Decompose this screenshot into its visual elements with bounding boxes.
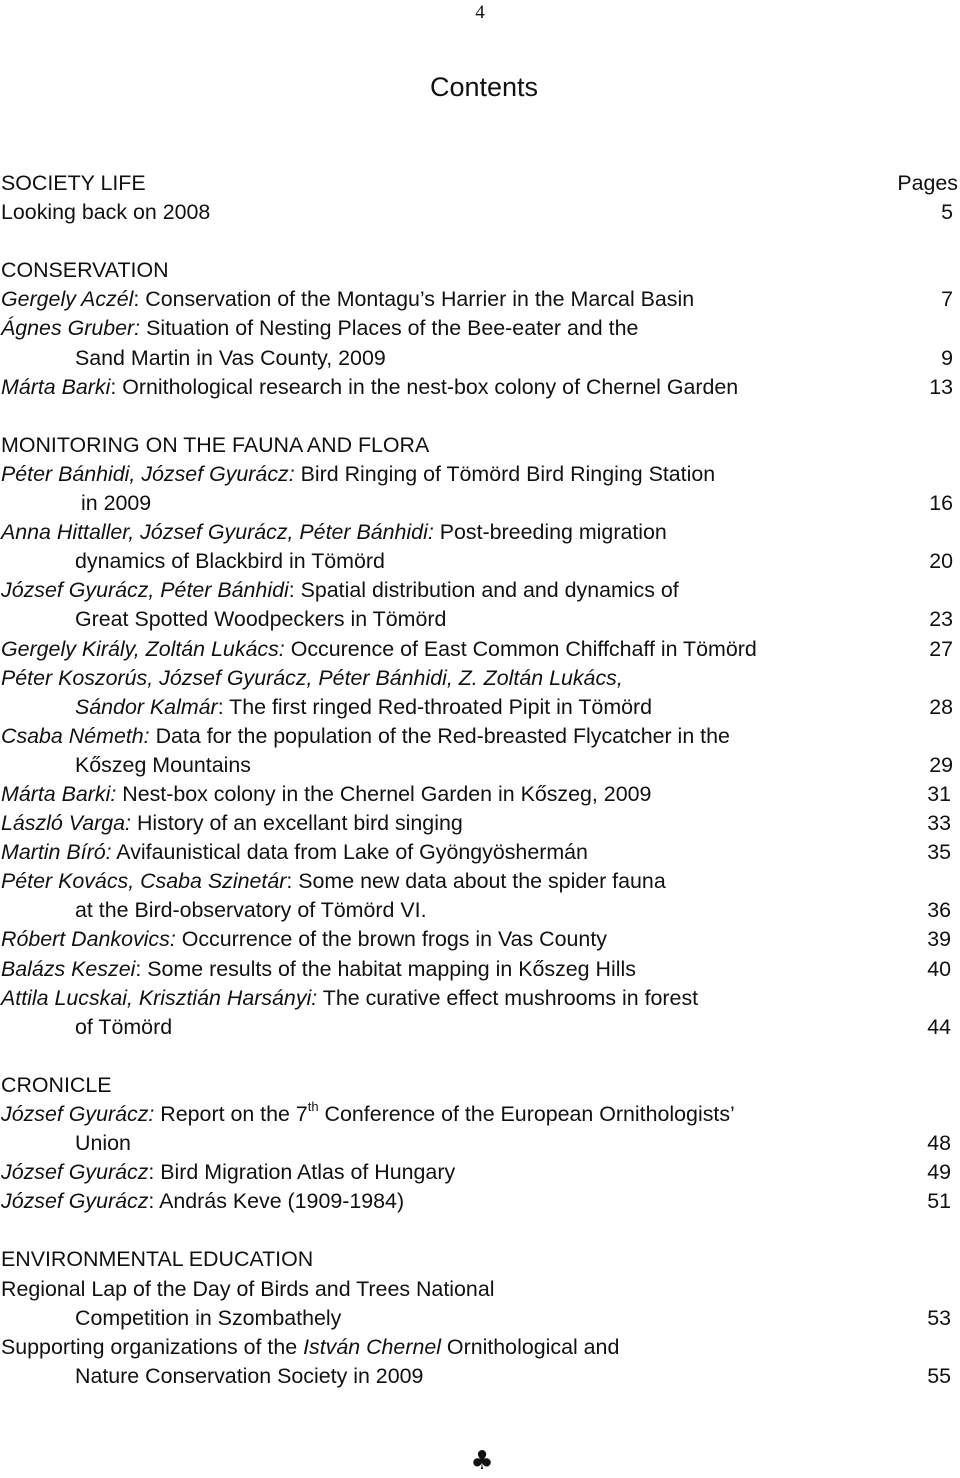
section-heading-conservation	[1, 256, 959, 285]
entry-title: Nest-box colony in the Chernel Garden in Kőszeg, 2009	[116, 781, 652, 806]
club-suit-ornament: ♣	[470, 1446, 494, 1476]
entry-author: Attila Lucskai, Krisztián Harsányi:	[1, 985, 318, 1010]
entry-author: Péter Bánhidi, József Gyurácz:	[1, 461, 295, 486]
entry-author: Sándor Kalmár	[75, 694, 218, 719]
entry-author: Balázs Keszei	[1, 956, 136, 981]
toc-entry-continuation	[1, 1013, 959, 1042]
entry-title: Sand Martin in Vas County, 2009	[75, 345, 386, 370]
toc-entry	[1, 1100, 959, 1129]
entry-title: Data for the population of the Red-breasted Flycatcher in the	[149, 723, 730, 748]
entry-title: Conservation of the Montagu’s Harrier in the Marcal Basin	[145, 287, 695, 312]
entry-title: Occurence of East Common Chiffchaff in Tömörd	[284, 636, 757, 661]
entry-page: 16	[929, 491, 953, 516]
toc-entry-continuation	[1, 693, 959, 722]
toc-entry	[1, 314, 959, 343]
entry-author: Márta Barki	[1, 374, 111, 399]
entry-separator: :	[110, 374, 123, 399]
entry-page: 55	[927, 1363, 951, 1388]
entry-title: Situation of Nesting Places of the Bee-eater and the	[140, 316, 639, 341]
toc-entry	[1, 838, 959, 867]
toc-entry	[1, 1333, 959, 1362]
toc-entry	[1, 1275, 959, 1304]
entry-title: Union	[75, 1131, 131, 1156]
entry-page: 28	[929, 694, 953, 719]
entry-page: 48	[927, 1131, 951, 1156]
toc-entry	[1, 373, 959, 402]
entry-author: Róbert Dankovics:	[1, 927, 176, 952]
toc-entry-continuation	[1, 489, 959, 518]
toc-entry-continuation	[1, 1129, 959, 1158]
entry-title: dynamics of Blackbird in Tömörd	[75, 549, 385, 574]
section-heading-education	[1, 1245, 959, 1274]
entry-title: Ornithological and	[440, 1334, 620, 1359]
entry-page: 29	[929, 752, 953, 777]
entry-title: at the Bird-observatory of Tömörd VI.	[75, 898, 427, 923]
entry-title: Occurrence of the brown frogs in Vas County	[175, 927, 607, 952]
entry-author: Gergely Király, Zoltán Lukács:	[1, 636, 285, 661]
entry-title: : Some results of the habitat mapping in Kőszeg Hills	[135, 956, 636, 981]
entry-title: Nature Conservation Society in 2009	[75, 1363, 424, 1388]
toc-entry	[1, 809, 959, 838]
entry-title: The curative effect mushrooms in forest	[317, 985, 699, 1010]
toc-entry	[1, 460, 959, 489]
entry-author: Martin Bíró:	[1, 840, 112, 865]
toc-entry	[1, 576, 959, 605]
entry-title: Competition in Szombathely	[75, 1305, 342, 1330]
entry-author: Csaba Németh:	[1, 723, 150, 748]
entry-page: 13	[929, 374, 953, 399]
entry-page: 33	[927, 811, 951, 836]
entry-author: József Gyurácz	[1, 1160, 149, 1185]
superscript: th	[307, 1099, 319, 1114]
entry-title: Kőszeg Mountains	[75, 752, 251, 777]
toc-entry	[1, 285, 959, 314]
entry-title: : András Keve (1909-1984)	[148, 1189, 405, 1214]
entry-author: József Gyurácz	[1, 1189, 149, 1214]
entry-title: Conference of the European Ornithologists’	[318, 1102, 735, 1126]
section-title: SOCIETY LIFE	[1, 171, 146, 195]
section-title: CONSERVATION	[1, 258, 169, 283]
page-title: Contents	[429, 72, 539, 102]
toc-entry	[1, 1158, 959, 1187]
toc-entry	[1, 925, 959, 954]
toc-entry-continuation	[1, 1362, 959, 1391]
entry-title: Great Spotted Woodpeckers in Tömörd	[75, 607, 447, 632]
entry-title: of Tömörd	[75, 1014, 173, 1039]
entry-title: in 2009	[81, 491, 152, 516]
toc-entry	[1, 1187, 959, 1216]
section-title: ENVIRONMENTAL EDUCATION	[1, 1247, 314, 1272]
toc-entry-continuation	[1, 1304, 959, 1333]
toc-entry	[1, 518, 959, 547]
entry-author: Ágnes Gruber:	[1, 316, 141, 341]
toc-entry	[1, 984, 959, 1013]
entry-page: 23	[929, 607, 953, 632]
entry-title: Post-breeding migration	[433, 520, 667, 545]
section-heading-monitoring	[1, 431, 959, 460]
entry-title: History of an excellant bird singing	[131, 811, 463, 836]
toc-entry	[1, 664, 959, 693]
entry-title: : The first ringed Red-throated Pipit in Tömörd	[217, 694, 653, 719]
toc-entry-continuation	[1, 547, 959, 576]
entry-title: Supporting organizations of the	[1, 1334, 304, 1359]
section-heading-cronicle	[1, 1071, 959, 1100]
entry-author: József Gyurácz:	[1, 1102, 155, 1126]
entry-page: 51	[927, 1189, 951, 1214]
entry-title: Ornithological research in the nest-box colony of Chernel Garden	[122, 374, 739, 399]
entry-title-italic: István Chernel	[303, 1334, 441, 1359]
entry-title: Avifaunistical data from Lake of Gyöngyöshermán	[111, 840, 588, 865]
toc-entry	[1, 722, 959, 751]
entry-author: Péter Koszorús, József Gyurácz, Péter Bánhidi, Z. Zoltán Lukács,	[1, 665, 623, 690]
toc-entry-continuation	[1, 896, 959, 925]
entry-title: : Spatial distribution and and dynamics of	[288, 578, 679, 603]
entry-page: 20	[929, 549, 953, 574]
entry-author: József Gyurácz, Péter Bánhidi	[1, 578, 289, 603]
entry-page: 27	[929, 636, 953, 661]
entry-page: 35	[927, 840, 951, 865]
entry-page: 9	[941, 345, 953, 370]
toc-entry-continuation	[1, 751, 959, 780]
entry-title: Regional Lap of the Day of Birds and Trees National	[1, 1276, 495, 1301]
entry-title: Looking back on 2008	[1, 200, 211, 225]
entry-title: Report on the 7	[154, 1102, 308, 1126]
entry-page: 36	[927, 898, 951, 923]
entry-title: : Bird Migration Atlas of Hungary	[148, 1160, 456, 1185]
entry-page: 53	[927, 1305, 951, 1330]
toc-entry-continuation	[1, 605, 959, 634]
entry-page: 40	[927, 956, 951, 981]
table-of-contents	[1, 169, 959, 1391]
entry-page: 31	[927, 781, 951, 806]
toc-entry	[1, 867, 959, 896]
entry-page: 7	[941, 287, 953, 312]
toc-entry	[1, 635, 959, 664]
entry-separator: :	[133, 287, 146, 312]
section-title: CRONICLE	[1, 1072, 112, 1097]
toc-entry	[1, 955, 959, 984]
toc-entry-continuation	[1, 344, 959, 373]
section-heading-society	[1, 169, 959, 198]
entry-page: 39	[927, 927, 951, 952]
pages-label: Pages	[897, 171, 958, 195]
entry-title: : Some new data about the spider fauna	[286, 869, 666, 894]
section-title: MONITORING ON THE FAUNA AND FLORA	[1, 432, 430, 457]
entry-page: 49	[927, 1160, 951, 1185]
page-number: 4	[475, 2, 485, 23]
entry-author: Anna Hittaller, József Gyurácz, Péter Bánhidi:	[1, 520, 434, 545]
entry-title: Bird Ringing of Tömörd Bird Ringing Station	[294, 461, 716, 486]
entry-page: 44	[927, 1014, 951, 1039]
entry-author: Gergely Aczél	[1, 287, 134, 312]
toc-entry	[1, 198, 959, 227]
entry-page: 5	[941, 200, 953, 225]
entry-author: Márta Barki:	[1, 781, 117, 806]
entry-author: László Varga:	[1, 811, 132, 836]
toc-entry	[1, 780, 959, 809]
entry-author: Péter Kovács, Csaba Szinetár	[1, 869, 287, 894]
